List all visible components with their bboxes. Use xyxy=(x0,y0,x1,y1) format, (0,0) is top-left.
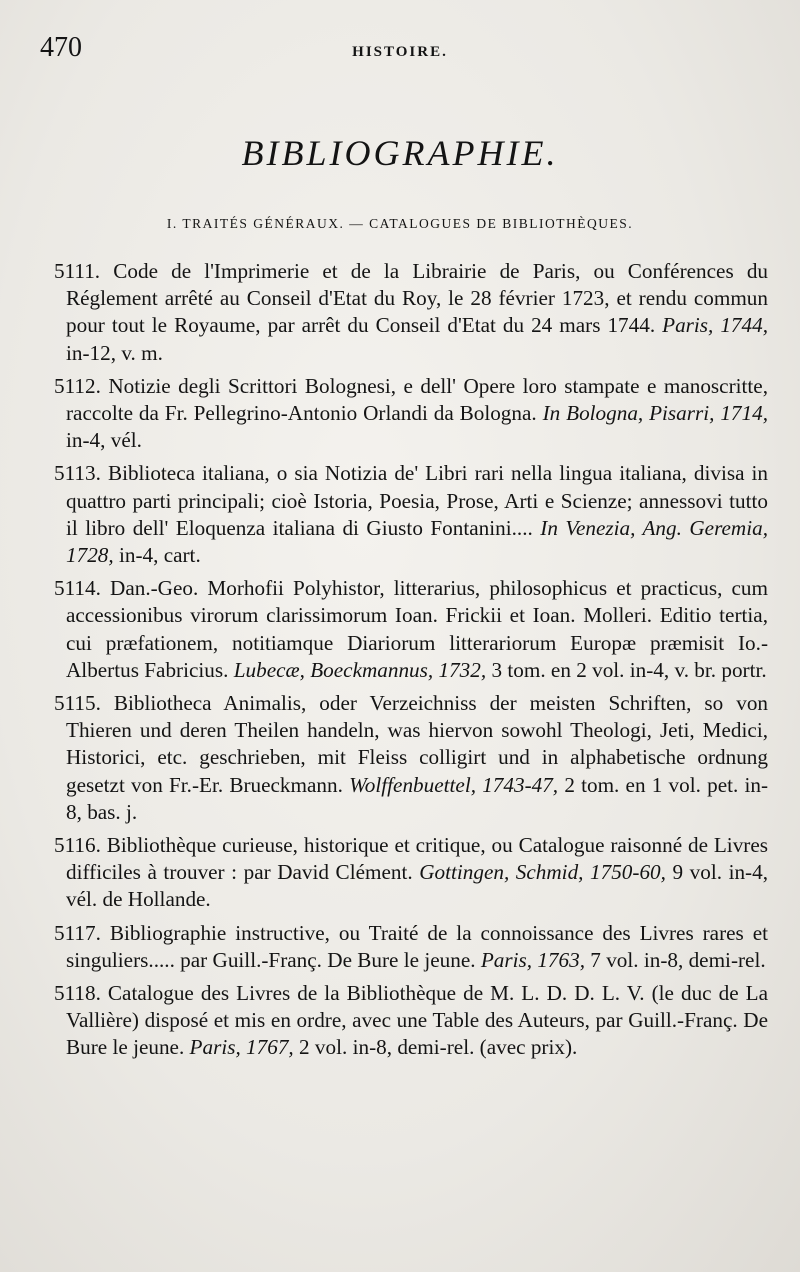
entry-number: 5118. xyxy=(54,981,101,1006)
entry-format: in-4, vél. xyxy=(66,428,142,453)
entry-number: 5117. xyxy=(54,920,101,945)
entry-text: Biblioteca italiana, o sia Notizia de' Libri rari nella lingua italiana, divisa in quattro parti principali; cioè Istoria, Poesia, Prose, Arti e Scienze; annessovi tutto il libro dell' Eloquenza italiana di Giusto Fontanini.... xyxy=(66,461,768,540)
entry-imprint: Lubecæ, Boeckmannus, 1732, xyxy=(233,657,487,682)
entry-text: Catalogue des Livres de la Bibliothèque de M. L. D. D. L. V. (le duc de La Vallière) disposé et mis en ordre, avec une Table des Auteurs, par Guill.-Franç. De Bure le jeune. xyxy=(66,981,768,1060)
entry-imprint: Gottingen, Schmid, 1750-60, xyxy=(419,860,666,885)
entry-text: Dan.-Geo. Morhofii Polyhistor, litterarius, philosophicus et practicus, cum accessionibus virorum clarissimorum Ioan. Frickii et Ioan. Molleri. Editio tertia, cui præfationem, notitiamque Diariorum litterariorum Europæ præmisit Io.-Albertus Fabricius. xyxy=(66,576,769,682)
entry-imprint: Paris, 1763, xyxy=(480,947,585,972)
bibliography-entry xyxy=(54,460,768,569)
bibliography-entry xyxy=(54,690,768,826)
bibliography-entry xyxy=(54,980,768,1062)
entry-format: in-12, v. m. xyxy=(66,340,163,365)
entry-format: 7 vol. in-8, demi-rel. xyxy=(590,947,766,972)
entry-format: 2 tom. en 1 vol. pet. in-8, bas. j. xyxy=(66,772,769,824)
entry-number: 5115. xyxy=(54,691,101,716)
entry-number: 5114. xyxy=(54,576,101,601)
entry-number: 5112. xyxy=(54,373,101,398)
entry-text: Code de l'Imprimerie et de la Librairie de Paris, ou Conférences du Réglement arrêté au Conseil d'Etat du Roy, le 28 février 1723, et rendu commun pour tout le Royaume, par arrêt du Conseil d'Etat du 24 mars 1744. xyxy=(66,259,769,338)
entry-number: 5111. xyxy=(54,259,101,283)
entry-text: Bibliothèque curieuse, historique et critique, ou Catalogue raisonné de Livres difficiles à trouver : par David Clément. xyxy=(66,833,768,885)
section-heading: BIBLIOGRAPHIE. xyxy=(241,133,559,173)
entry-imprint: Wolffenbuettel, 1743-47, xyxy=(349,772,559,797)
entry-format: 2 vol. in-8, demi-rel. (avec prix). xyxy=(299,1035,578,1060)
entry-imprint: Paris, 1767, xyxy=(189,1035,294,1060)
entry-format: 9 vol. in-4, vél. de Hollande. xyxy=(66,860,769,912)
entry-number: 5113. xyxy=(54,461,101,486)
page-number: 470 xyxy=(40,32,82,63)
running-title: HISTOIRE. xyxy=(352,44,448,60)
entry-text: Bibliographie instructive, ou Traité de la connoissance des Livres rares et singuliers..... par Guill.-Franç. De Bure le jeune. xyxy=(66,920,768,972)
entry-imprint: In Venezia, Ang. Geremia, 1728, xyxy=(66,515,769,568)
running-head xyxy=(40,28,760,68)
entry-text: Notizie degli Scrittori Bolognesi, e dell' Opere loro stampate e manoscritte, raccolte da Fr. Pellegrino-Antonio Orlandi da Bologna. xyxy=(66,373,768,426)
entry-imprint: In Bologna, Pisarri, 1714, xyxy=(542,401,768,426)
entry-format: in-4, cart. xyxy=(118,543,201,568)
entry-format: 3 tom. en 2 vol. in-4, v. br. portr. xyxy=(491,657,767,682)
bibliography-entry xyxy=(54,373,768,455)
bibliography-entry xyxy=(54,832,768,914)
bibliography-entry xyxy=(54,575,768,684)
bibliography-entry xyxy=(54,258,768,367)
entry-text: Bibliotheca Animalis, oder Verzeichniss der meisten Schriften, so von Thieren und deren Theilen handeln, was hiervon sowohl Theologi, Jeti, Medici, Historici, etc. geschrieben, mit Fleiss colligirt und in alphabetische ordnung gesetzt von Fr.-Er. Brueckmann. xyxy=(66,691,769,797)
bibliography-entries xyxy=(54,258,768,1068)
entry-imprint: Paris, 1744, xyxy=(662,313,769,338)
entry-number: 5116. xyxy=(54,833,101,858)
subsection-heading: I. TRAITÉS GÉNÉRAUX. — CATALOGUES DE BIBLIOTHÈQUES. xyxy=(166,216,634,231)
bibliography-entry xyxy=(54,920,768,974)
